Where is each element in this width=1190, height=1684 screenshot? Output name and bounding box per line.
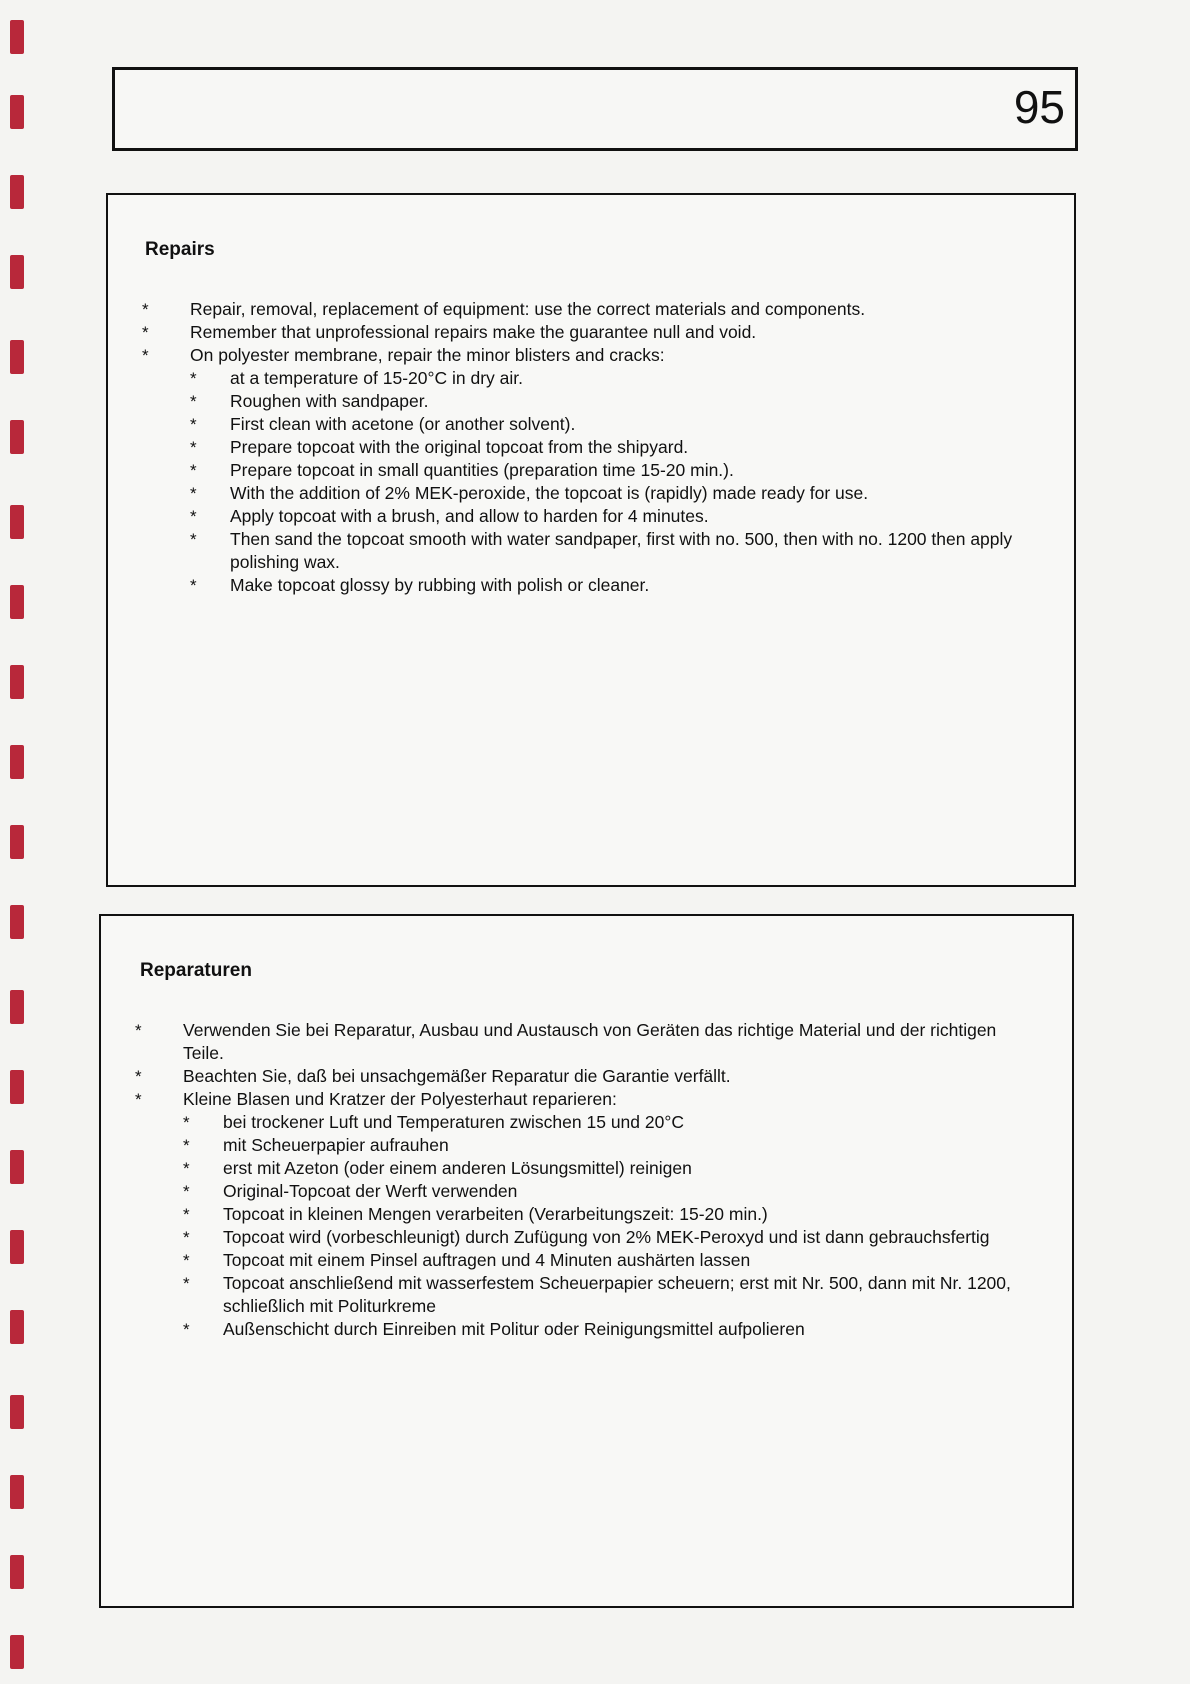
bullet-icon: *: [135, 1090, 142, 1109]
bullet-icon: *: [183, 1113, 190, 1132]
binding-hole: [10, 95, 24, 129]
list-item-text: Original-Topcoat der Werft verwenden: [223, 1181, 518, 1201]
binding-hole: [10, 20, 24, 54]
list-item-text: Kleine Blasen und Kratzer der Polyesterhaut reparieren:: [183, 1089, 617, 1109]
list-item-text: mit Scheuerpapier aufrauhen: [223, 1135, 449, 1155]
list-item-text: Prepare topcoat with the original topcoat from the shipyard.: [230, 437, 689, 457]
bullet-icon: *: [183, 1274, 190, 1293]
list-item-text: Beachten Sie, daß bei unsachgemäßer Reparatur die Garantie verfällt.: [183, 1066, 731, 1086]
list-item-text: Make topcoat glossy by rubbing with polish or cleaner.: [230, 575, 650, 595]
list-item-text: at a temperature of 15-20°C in dry air.: [230, 368, 523, 388]
bullet-icon: *: [190, 576, 197, 595]
bullet-icon: *: [142, 346, 149, 365]
list-item: [108, 436, 1038, 459]
list-item-text: Topcoat mit einem Pinsel auftragen und 4 Minuten aushärten lassen: [223, 1250, 751, 1270]
bullet-icon: *: [183, 1205, 190, 1224]
list-item: [108, 528, 1038, 574]
binding-hole: [10, 1070, 24, 1104]
bullet-icon: *: [183, 1228, 190, 1247]
binding-hole: [10, 1635, 24, 1669]
list-item: [101, 1272, 1031, 1318]
bullet-icon: *: [190, 461, 197, 480]
binding-hole: [10, 420, 24, 454]
list-item: [101, 1180, 1031, 1203]
list-item-text: Apply topcoat with a brush, and allow to harden for 4 minutes.: [230, 506, 709, 526]
list-item: [108, 413, 1038, 436]
binding-hole: [10, 585, 24, 619]
page-header: [112, 67, 1078, 151]
list-item: [101, 1203, 1031, 1226]
bullet-icon: *: [190, 392, 197, 411]
bullet-icon: *: [190, 530, 197, 549]
list-item: [108, 367, 1038, 390]
bullet-icon: *: [190, 369, 197, 388]
list-item: [101, 1111, 1031, 1134]
list-item-text: Topcoat wird (vorbeschleunigt) durch Zufügung von 2% MEK-Peroxyd und ist dann gebrauchsfertig: [223, 1227, 990, 1247]
list-item: [101, 1065, 1031, 1088]
bullet-icon: *: [183, 1251, 190, 1270]
binding-hole: [10, 905, 24, 939]
bullet-icon: *: [183, 1320, 190, 1339]
bullet-icon: *: [190, 484, 197, 503]
bullet-icon: *: [135, 1067, 142, 1086]
list-item: [101, 1019, 1031, 1065]
section-title: Repairs: [145, 239, 215, 260]
list-item-text: Prepare topcoat in small quantities (preparation time 15-20 min.).: [230, 460, 734, 480]
list-item: [101, 1088, 1031, 1111]
list-item: [108, 321, 1038, 344]
list-item-text: Außenschicht durch Einreiben mit Politur oder Reinigungsmittel aufpolieren: [223, 1319, 805, 1339]
binding-hole: [10, 1475, 24, 1509]
list-item-text: Then sand the topcoat smooth with water sandpaper, first with no. 500, then with no. 1200 then apply polishing wax.: [230, 529, 1013, 572]
binding-hole: [10, 1395, 24, 1429]
list-item-text: Topcoat anschließend mit wasserfestem Scheuerpapier scheuern; erst mit Nr. 500, dann mit Nr. 1200, schließlich mit Politurkreme: [223, 1273, 1011, 1316]
repairs-section: [106, 193, 1076, 887]
binding-hole: [10, 1310, 24, 1344]
bullet-icon: *: [190, 438, 197, 457]
list-item-text: First clean with acetone (or another solvent).: [230, 414, 576, 434]
list-item-text: erst mit Azeton (oder einem anderen Lösungsmittel) reinigen: [223, 1158, 692, 1178]
binding-hole: [10, 255, 24, 289]
list-item-text: Roughen with sandpaper.: [230, 391, 429, 411]
list-item-text: Remember that unprofessional repairs make the guarantee null and void.: [190, 322, 757, 342]
list-item: [101, 1226, 1031, 1249]
list-item-text: On polyester membrane, repair the minor blisters and cracks:: [190, 345, 665, 365]
list-item: [101, 1249, 1031, 1272]
list-item-text: Repair, removal, replacement of equipment: use the correct materials and components.: [190, 299, 866, 319]
list-item: [108, 574, 1038, 597]
list-item: [101, 1318, 1031, 1341]
list-item-text: With the addition of 2% MEK-peroxide, the topcoat is (rapidly) made ready for use.: [230, 483, 869, 503]
list-item-text: bei trockener Luft und Temperaturen zwischen 15 und 20°C: [223, 1112, 684, 1132]
list-item: [108, 390, 1038, 413]
list-item: [108, 298, 1038, 321]
binding-hole: [10, 745, 24, 779]
list-item-text: Topcoat in kleinen Mengen verarbeiten (Verarbeitungszeit: 15-20 min.): [223, 1204, 768, 1224]
binding-hole: [10, 990, 24, 1024]
binding-hole: [10, 1150, 24, 1184]
page-number: 95: [1013, 81, 1065, 133]
bullet-icon: *: [183, 1182, 190, 1201]
binding-hole: [10, 825, 24, 859]
list-item: [101, 1134, 1031, 1157]
bullet-icon: *: [183, 1136, 190, 1155]
reparaturen-list: [101, 1019, 1031, 1341]
binding-hole: [10, 1555, 24, 1589]
binding-hole: [10, 665, 24, 699]
list-item: [108, 459, 1038, 482]
list-item: [101, 1157, 1031, 1180]
bullet-icon: *: [135, 1021, 142, 1040]
bullet-icon: *: [190, 415, 197, 434]
section-title: Reparaturen: [140, 960, 252, 981]
binding-hole: [10, 505, 24, 539]
binding-hole: [10, 1230, 24, 1264]
binding-hole: [10, 175, 24, 209]
list-item: [108, 505, 1038, 528]
bullet-icon: *: [183, 1159, 190, 1178]
list-item: [108, 482, 1038, 505]
bullet-icon: *: [142, 300, 149, 319]
repairs-list: [108, 298, 1038, 597]
reparaturen-section: [99, 914, 1074, 1608]
bullet-icon: *: [142, 323, 149, 342]
binding-hole: [10, 340, 24, 374]
list-item: [108, 344, 1038, 367]
binding-holes: [0, 0, 40, 1684]
bullet-icon: *: [190, 507, 197, 526]
list-item-text: Verwenden Sie bei Reparatur, Ausbau und Austausch von Geräten das richtige Material und der richtigen Teile.: [183, 1020, 997, 1063]
